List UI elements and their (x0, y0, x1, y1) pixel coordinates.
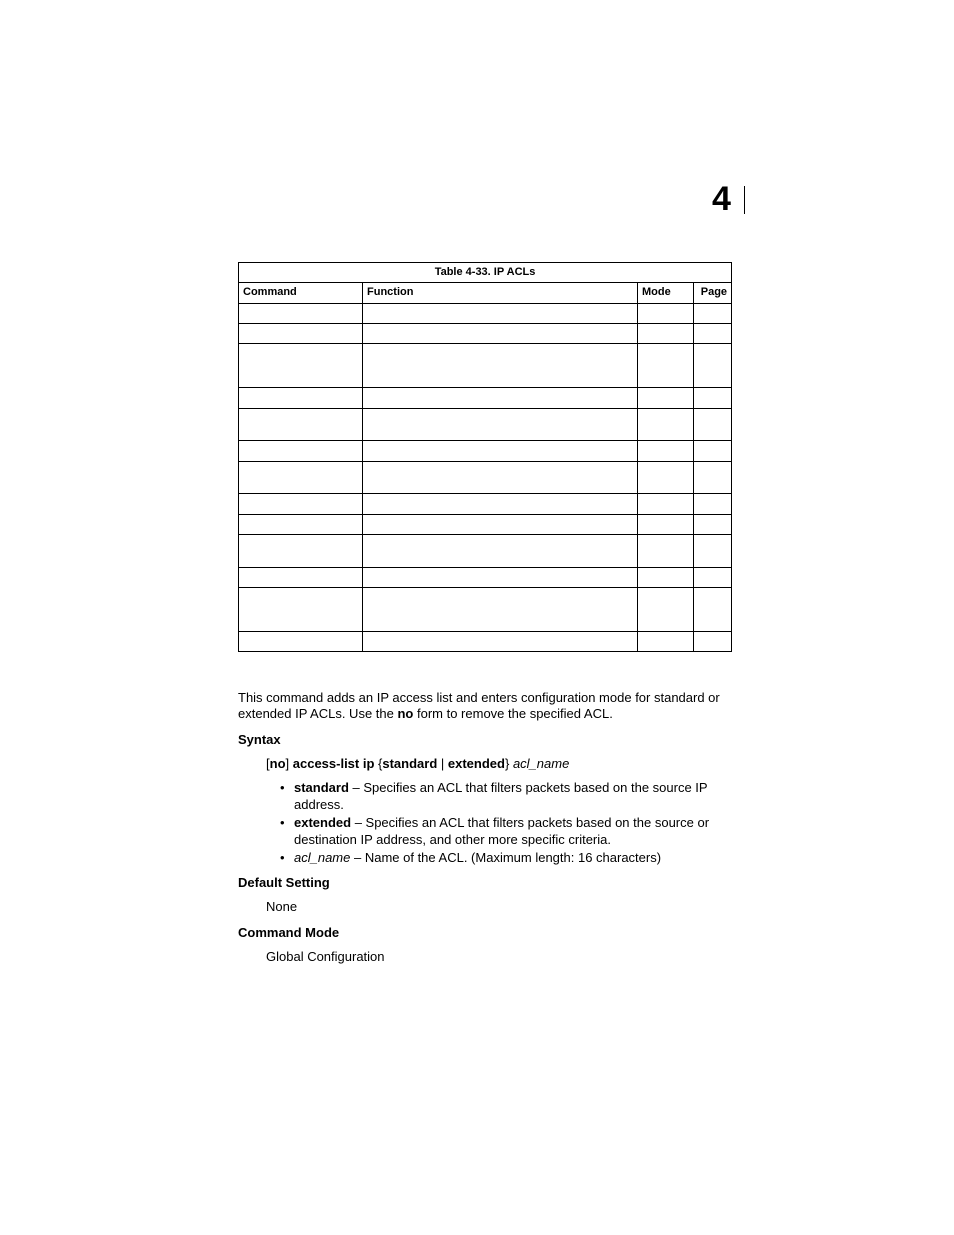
table-row (239, 515, 732, 535)
table-header-row (239, 283, 732, 304)
syntax-line: [no] access-list ip {standard | extended} acl_name (266, 756, 570, 771)
table-row (239, 409, 732, 441)
table-row (239, 568, 732, 588)
table-row (239, 535, 732, 568)
column-header-mode: Mode (638, 283, 694, 304)
chapter-marker (712, 180, 745, 218)
table-row (239, 441, 732, 462)
list-item: • acl_name – Name of the ACL. (Maximum length: 16 characters) (280, 850, 662, 865)
list-item: • extended – Specifies an ACL that filters packets based on the source or destination IP address, and other more specific criteria. (280, 815, 710, 847)
list-item: • standard – Specifies an ACL that filters packets based on the source IP address. (280, 780, 708, 812)
intro-paragraph: This command adds an IP access list and enters configuration mode for standard or extended IP ACLs. Use the no form to remove the specified ACL. (238, 690, 720, 721)
column-header-function: Function (363, 283, 638, 304)
command-mode-heading: Command Mode (238, 925, 340, 940)
syntax-heading: Syntax (238, 732, 281, 747)
table-row (239, 324, 732, 344)
default-setting-heading: Default Setting (238, 875, 330, 890)
ip-acl-table (238, 262, 732, 652)
column-header-command: Command (239, 283, 363, 304)
command-mode-value: Global Configuration (266, 949, 385, 964)
column-header-page: Page (694, 283, 732, 304)
table-row (239, 462, 732, 494)
table-caption-row (239, 263, 732, 283)
table-row (239, 388, 732, 409)
syntax-options-list (266, 779, 736, 867)
table-row (239, 344, 732, 388)
default-setting-value: None (266, 899, 298, 914)
table-row (239, 304, 732, 324)
table-caption: Table 4-33. IP ACLs (239, 263, 732, 283)
table-row (239, 588, 732, 632)
chapter-number: 4 (712, 180, 730, 218)
table-row (239, 632, 732, 652)
table-row (239, 494, 732, 515)
